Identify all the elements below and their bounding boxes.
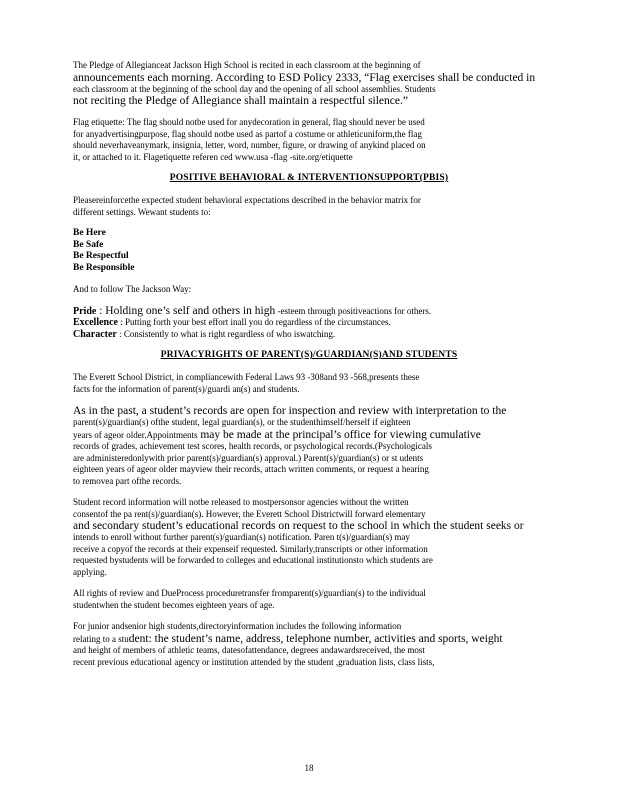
pbis-intro [73, 195, 545, 218]
release-line: applying. [73, 566, 107, 577]
pillar-excellence [73, 317, 545, 329]
rights-paragraph [73, 588, 545, 611]
jackson-way-list [73, 306, 545, 341]
expectations-list [73, 228, 545, 274]
pledge-line: each classroom at the beginning of the school day and the opening of all school assemblies. Students [73, 83, 436, 94]
directory-text: dent: the student’s name, address, telephone number, activities and sports, weight [128, 632, 503, 645]
pillar-label: Character [73, 328, 117, 340]
expectation-item: Be Safe [73, 239, 104, 250]
pillar-label: Excellence [73, 317, 118, 328]
flag-etiquette-paragraph [73, 117, 545, 163]
expectation-item: Be Respectful [73, 251, 129, 261]
expectation-item: Be Here [73, 228, 106, 238]
pbis-heading: POSITIVE BEHAVIORAL & INTERVENTIONSUPPORT(PBIS) [169, 173, 449, 183]
records-line: As in the past, a student’s records are open for inspection and review with interpretation to the [73, 405, 507, 417]
page-number: 18 [304, 763, 314, 773]
pillar-text: -esteem through positiveactions for others. [275, 305, 432, 316]
directory-line: For junior andsenior high students,directoryinformation includes the following information [73, 621, 402, 631]
pbis-intro-line: Pleasereinforcethe expected student behavioral expectations described in the behavior matrix for [73, 195, 421, 205]
pillar-character [73, 329, 545, 341]
records-paragraph [73, 405, 545, 487]
flag-line: for anyadvertisingpurpose, flag should notbe used as partof a costume or athleticuniform,the flag [73, 128, 422, 139]
release-line: Student record information will notbe released to mostpersonsor agencies without the written [73, 497, 409, 507]
release-paragraph [73, 497, 545, 578]
document-page [73, 60, 545, 678]
pbis-intro-line: different settings. Wewant students to: [73, 206, 211, 217]
pillar-pride [73, 306, 545, 318]
pillar-text: : Putting forth your best effort inall you do regardless of the circumstances. [117, 317, 391, 327]
privacy-heading: PRIVACYRIGHTS OF PARENT(S)/GUARDIAN(S)AND STUDENTS [160, 350, 458, 360]
release-line: consentof the pa rent(s)/guardian(s). However, the Everett School Districtwill forward elementary [73, 508, 426, 519]
records-line: records of grades, achievement test scores, health records, or psychological records.(Psychologicals [73, 441, 432, 451]
records-line: are administeredonlywith prior parent(s)/guardian(s) approval.) Parent(s)/guardian(s) or st udents [73, 452, 424, 463]
release-line: and secondary student’s educational records on request to the school in which the student seeks or [73, 520, 524, 532]
directory-line [73, 633, 545, 646]
jackson-way-line: And to follow The Jackson Way: [73, 284, 192, 294]
release-line: receive a copyof the records at their expenseif requested. Similarly,transcripts or other information [73, 543, 428, 554]
pledge-line: The Pledge of Allegianceat Jackson High School is recited in each classroom at the beginning of [73, 60, 421, 70]
records-text: years of ageor older.Appointments [73, 429, 198, 440]
pledge-line: not reciting the Pledge of Allegiance shall maintain a respectful silence.” [73, 95, 408, 107]
directory-line: and height of members of athletic teams, datesofattendance, degrees andawardsreceived, the most [73, 645, 425, 655]
pillar-text: : Holding one’s self and others in high [96, 304, 276, 317]
release-line: requested bystudents will be forwarded to colleges and educational institutionsto which students are [73, 555, 433, 565]
flag-line: Flag etiquette: The flag should notbe used for anydecoration in general, flag should never be used [73, 117, 425, 127]
release-line: intends to enroll without further parent(s)/guardian(s) notification. Paren t(s)/guardian(s) may [73, 532, 410, 542]
flag-line: should neverhaveanymark, insignia, letter, word, number, figure, or drawing of anykind placed on [73, 140, 426, 150]
pillar-label: Pride [73, 305, 97, 317]
directory-text: relating to a stu [73, 633, 129, 644]
expectation-item: Be Responsible [73, 262, 135, 273]
privacy-intro [73, 372, 545, 395]
privacy-line: facts for the information of parent(s)/guardi an(s) and students. [73, 383, 300, 394]
directory-paragraph [73, 621, 545, 668]
records-line: parent(s)/guardian(s) ofthe student, legal guardian(s), or the studenthimself/herself if eighteen [73, 417, 411, 427]
privacy-line: The Everett School District, in compliancewith Federal Laws 93 -308and 93 -568,presents these [73, 372, 420, 382]
rights-line: studentwhen the student becomes eighteen years of age. [73, 599, 275, 610]
pledge-line: announcements each morning. According to ESD Policy 2333, “Flag exercises shall be conducted in [73, 71, 536, 84]
rights-line: All rights of review and DueProcess proceduretransfer fromparent(s)/guardian(s) to the individual [73, 588, 426, 598]
flag-line: it, or attached to it. Flagetiquette referen ced www.usa -flag -site.org/etiquette [73, 151, 353, 162]
directory-line: recent previous educational agency or institution attended by the student ,graduation lists, class lists, [73, 656, 435, 667]
records-line: to removea part ofthe records. [73, 475, 182, 486]
records-line: eighteen years of ageor older mayview their records, attach written comments, or request a hearing [73, 464, 429, 474]
pledge-paragraph [73, 60, 545, 107]
jackson-way-intro [73, 284, 545, 296]
pillar-text: : Consistently to what is right regardless of who iswatching. [116, 328, 336, 339]
records-line [73, 429, 545, 442]
records-text: may be made at the principal’s office for viewing cumulative [197, 428, 481, 441]
